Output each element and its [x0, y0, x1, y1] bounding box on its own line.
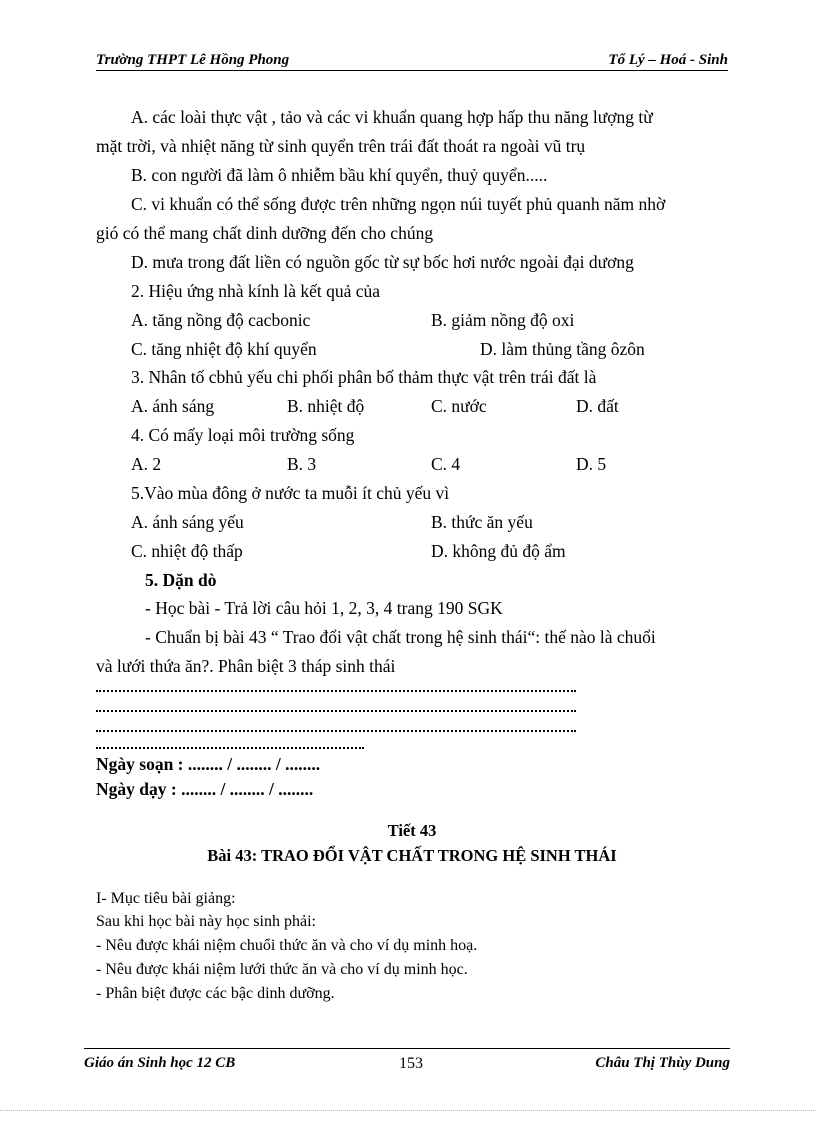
footer-subject: Giáo án Sinh học 12 CB	[84, 1055, 236, 1071]
q4-question: 4. Có mấy loại môi trường sống	[131, 425, 355, 445]
homework-item-2-line2: và lưới thứa ăn?. Phân biệt 3 tháp sinh thái	[96, 656, 396, 676]
q3-option-b: B. nhiệt độ	[287, 396, 365, 416]
date-taught: Ngày dạy : ........ / ........ / ........	[96, 779, 314, 799]
q5-option-a: A. ánh sáng yếu	[131, 512, 244, 532]
q2-option-c: C. tăng nhiệt độ khí quyển	[131, 339, 317, 359]
page-header	[96, 50, 728, 71]
q5-option-b: B. thức ăn yếu	[431, 512, 533, 532]
objective-item: - Nêu được khái niệm lưới thức ăn và cho ví dụ minh học.	[96, 961, 468, 978]
dotted-line	[96, 688, 576, 692]
homework-heading: 5. Dặn dò	[145, 570, 217, 590]
footer-author: Châu Thị Thùy Dung	[595, 1055, 730, 1071]
q5-option-d: D. không đủ độ ẩm	[431, 541, 566, 561]
q1-option-c-line2: gió có thể mang chất dinh dưỡng đến cho chúng	[96, 223, 434, 243]
q1-option-a-line2: mặt trời, và nhiệt năng từ sinh quyển trên trái đất thoát ra ngoài vũ trụ	[96, 136, 586, 156]
q4-option-d: D. 5	[576, 454, 607, 474]
objectives-intro: Sau khi học bài này học sinh phải:	[96, 913, 316, 930]
objective-item: - Phân biệt được các bậc dinh dưỡng.	[96, 985, 335, 1002]
q3-question: 3. Nhân tố cbhủ yếu chi phối phân bố thảm thực vật trên trái đất là	[131, 367, 597, 387]
q3-option-a: A. ánh sáng	[131, 396, 215, 416]
page-footer	[84, 1048, 730, 1073]
objectives-heading: I- Mục tiêu bài giảng:	[96, 890, 236, 907]
q2-question: 2. Hiệu ứng nhà kính là kết quả của	[131, 281, 381, 301]
homework-item-2-line1: - Chuẩn bị bài 43 “ Trao đổi vật chất trong hệ sinh thái“: thế nào là chuổi	[145, 627, 656, 647]
q1-option-c-line1: C. vi khuẩn có thể sống được trên những ngọn núi tuyết phủ quanh năm nhờ	[131, 194, 666, 214]
q1-option-d: D. mưa trong đất liền có nguồn gốc từ sự bốc hơi nước ngoài đại dương	[131, 252, 634, 272]
dotted-line	[96, 728, 576, 732]
q5-question: 5.Vào mùa đông ở nước ta muỗi ít chủ yếu vì	[131, 483, 450, 503]
lesson-title: Bài 43: TRAO ĐỔI VẬT CHẤT TRONG HỆ SINH THÁI	[207, 846, 617, 865]
homework-item-1: - Học bài - Trả lời câu hỏi 1, 2, 3, 4 trang 190 SGK	[145, 598, 503, 618]
department-name: Tổ Lý – Hoá - Sinh	[608, 52, 728, 68]
dotted-line	[96, 745, 364, 749]
page-edge	[0, 1110, 816, 1112]
q4-option-a: A. 2	[131, 454, 162, 474]
q5-option-c: C. nhiệt độ thấp	[131, 541, 243, 561]
dotted-line	[96, 708, 576, 712]
lesson-period: Tiết 43	[387, 821, 437, 840]
q4-option-b: B. 3	[287, 454, 317, 474]
school-name: Trường THPT Lê Hồng Phong	[96, 52, 290, 68]
date-prepared: Ngày soạn : ........ / ........ / ........	[96, 754, 321, 774]
q2-option-d: D. làm thủng tầng ôzôn	[480, 339, 645, 359]
q2-option-b: B. giảm nồng độ oxi	[431, 310, 575, 330]
q1-option-a-line1: A. các loài thực vật , tảo và các vi khuẩn quang hợp hấp thu năng lượng từ	[131, 107, 653, 127]
q2-option-a: A. tăng nồng độ cacbonic	[131, 310, 311, 330]
objective-item: - Nêu được khái niệm chuổi thức ăn và cho ví dụ minh hoạ.	[96, 937, 478, 954]
q3-option-d: D. đất	[576, 396, 619, 416]
q3-option-c: C. nước	[431, 396, 487, 416]
q1-option-b: B. con người đã làm ô nhiễm bầu khí quyển, thuỷ quyển.....	[131, 165, 548, 185]
q4-option-c: C. 4	[431, 454, 461, 474]
page-number: 153	[399, 1055, 423, 1072]
